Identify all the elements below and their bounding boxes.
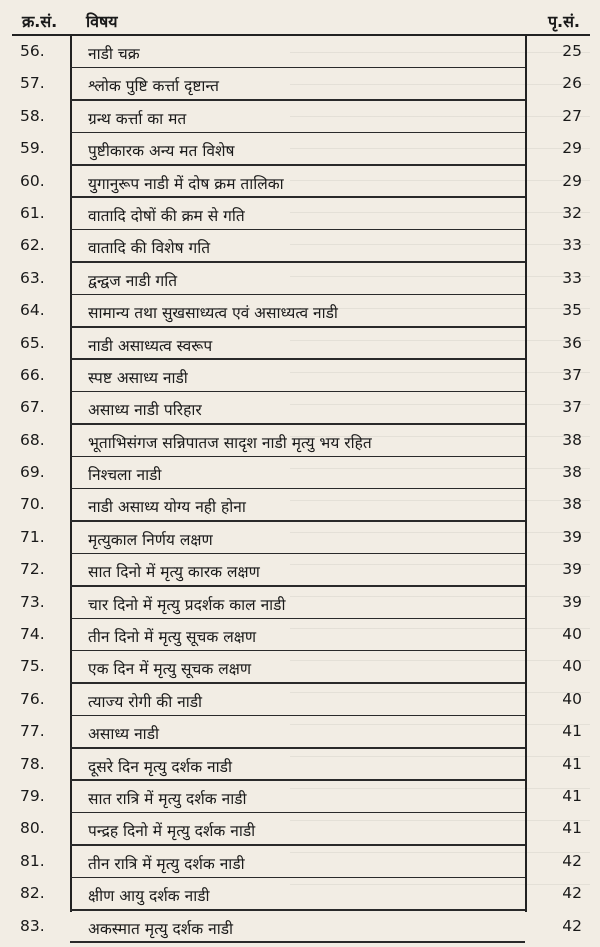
row-page-number: 39 [562, 527, 582, 546]
header-page-number: पृ.सं. [547, 12, 580, 31]
row-page-number: 40 [562, 689, 582, 708]
row-serial-number: 69. [20, 463, 45, 482]
row-subject: पन्द्रह दिनो में मृत्यु दर्शक नाडी [88, 822, 256, 841]
table-row [0, 198, 600, 230]
row-serial-number: 75. [20, 657, 45, 676]
row-serial-number: 77. [20, 722, 45, 741]
row-serial-number: 61. [20, 203, 45, 222]
row-serial-number: 79. [20, 786, 45, 805]
row-serial-number: 78. [20, 754, 45, 773]
row-subject: पुष्टीकारक अन्य मत विशेष [88, 142, 235, 161]
table-row [0, 619, 600, 651]
table-row [0, 295, 600, 327]
table-row [0, 587, 600, 619]
row-subject: मृत्युकाल निर्णय लक्षण [88, 530, 213, 549]
row-serial-number: 76. [20, 689, 45, 708]
row-page-number: 38 [562, 495, 582, 514]
table-row [0, 392, 600, 424]
row-subject: ग्रन्थ कर्त्ता का मत [88, 109, 187, 128]
row-page-number: 41 [562, 754, 582, 773]
row-subject: नाडी असाध्यत्व स्वरूप [88, 336, 213, 355]
row-serial-number: 62. [20, 236, 45, 255]
row-page-number: 40 [562, 657, 582, 676]
row-subject: दूसरे दिन मृत्यु दर्शक नाडी [88, 757, 232, 776]
table-row [0, 749, 600, 781]
row-subject: सामान्य तथा सुखसाध्यत्व एवं असाध्यत्व नाडी [88, 304, 338, 323]
row-page-number: 39 [562, 592, 582, 611]
row-page-number: 38 [562, 463, 582, 482]
row-serial-number: 80. [20, 819, 45, 838]
table-row [0, 133, 600, 165]
row-subject: असाध्य नाडी [88, 725, 160, 744]
row-separator [70, 941, 525, 943]
row-subject: नाडी असाध्य योग्य नही होना [88, 498, 246, 517]
table-row [0, 230, 600, 262]
table-row [0, 684, 600, 716]
table-row [0, 813, 600, 845]
header-serial-number: क्र.सं. [22, 12, 58, 31]
row-subject: वातादि दोषों की क्रम से गति [88, 206, 245, 225]
row-page-number: 37 [562, 398, 582, 417]
row-serial-number: 74. [20, 625, 45, 644]
row-subject: अकस्मात मृत्यु दर्शक नाडी [88, 919, 234, 938]
table-row [0, 911, 600, 943]
row-subject: तीन दिनो में मृत्यु सूचक लक्षण [88, 628, 257, 647]
table-row [0, 846, 600, 878]
table-row [0, 425, 600, 457]
row-serial-number: 60. [20, 171, 45, 190]
row-subject: निश्चला नाडी [88, 466, 162, 485]
row-subject: सात दिनो में मृत्यु कारक लक्षण [88, 563, 260, 582]
row-serial-number: 56. [20, 42, 45, 60]
row-subject: त्याज्य रोगी की नाडी [88, 692, 203, 711]
row-page-number: 36 [562, 333, 582, 352]
row-page-number: 37 [562, 365, 582, 384]
row-page-number: 38 [562, 430, 582, 449]
row-subject: स्पष्ट असाध्य नाडी [88, 368, 188, 387]
row-page-number: 32 [562, 203, 582, 222]
table-row [0, 68, 600, 100]
row-serial-number: 63. [20, 268, 45, 287]
row-serial-number: 68. [20, 430, 45, 449]
row-serial-number: 83. [20, 916, 45, 935]
row-serial-number: 81. [20, 851, 45, 870]
row-page-number: 41 [562, 786, 582, 805]
row-subject: द्वन्द्वज नाडी गति [88, 271, 178, 290]
row-subject: नाडी चक्र [88, 45, 140, 63]
row-serial-number: 59. [20, 139, 45, 158]
row-page-number: 27 [562, 106, 582, 125]
row-serial-number: 72. [20, 560, 45, 579]
row-page-number: 33 [562, 268, 582, 287]
table-header [0, 6, 600, 32]
row-page-number: 42 [562, 884, 582, 903]
table-row [0, 360, 600, 392]
row-page-number: 33 [562, 236, 582, 255]
row-serial-number: 67. [20, 398, 45, 417]
table-row [0, 101, 600, 133]
row-page-number: 41 [562, 819, 582, 838]
contents-table-body [0, 36, 600, 943]
table-row [0, 716, 600, 748]
header-subject: विषय [86, 12, 118, 31]
row-page-number: 25 [562, 42, 582, 60]
row-subject: असाध्य नाडी परिहार [88, 401, 202, 420]
row-serial-number: 58. [20, 106, 45, 125]
row-page-number: 29 [562, 171, 582, 190]
row-page-number: 42 [562, 916, 582, 935]
row-subject: भूताभिसंगज सन्निपातज सादृश नाडी मृत्यु भय रहित [88, 433, 372, 452]
row-page-number: 26 [562, 74, 582, 93]
row-page-number: 29 [562, 139, 582, 158]
row-page-number: 40 [562, 625, 582, 644]
table-row [0, 166, 600, 198]
row-page-number: 42 [562, 851, 582, 870]
row-subject: सात रात्रि में मृत्यु दर्शक नाडी [88, 789, 247, 808]
row-subject: चार दिनो में मृत्यु प्रदर्शक काल नाडी [88, 595, 286, 614]
table-row [0, 878, 600, 910]
table-row [0, 554, 600, 586]
table-row [0, 781, 600, 813]
row-serial-number: 66. [20, 365, 45, 384]
row-page-number: 41 [562, 722, 582, 741]
table-row [0, 36, 600, 68]
row-subject: एक दिन में मृत्यु सूचक लक्षण [88, 660, 252, 679]
row-subject: क्षीण आयु दर्शक नाडी [88, 887, 210, 906]
row-subject: श्लोक पुष्टि कर्त्ता दृष्टान्त [88, 77, 220, 96]
row-serial-number: 57. [20, 74, 45, 93]
row-serial-number: 73. [20, 592, 45, 611]
row-serial-number: 82. [20, 884, 45, 903]
row-serial-number: 65. [20, 333, 45, 352]
table-row [0, 328, 600, 360]
row-serial-number: 71. [20, 527, 45, 546]
table-row [0, 651, 600, 683]
row-serial-number: 64. [20, 301, 45, 320]
row-subject: तीन रात्रि में मृत्यु दर्शक नाडी [88, 854, 245, 873]
row-subject: वातादि की विशेष गति [88, 239, 211, 258]
table-row [0, 263, 600, 295]
table-row [0, 522, 600, 554]
row-serial-number: 70. [20, 495, 45, 514]
table-row [0, 457, 600, 489]
row-page-number: 39 [562, 560, 582, 579]
table-row [0, 489, 600, 521]
row-subject: युगानुरूप नाडी में दोष क्रम तालिका [88, 174, 284, 193]
row-page-number: 35 [562, 301, 582, 320]
